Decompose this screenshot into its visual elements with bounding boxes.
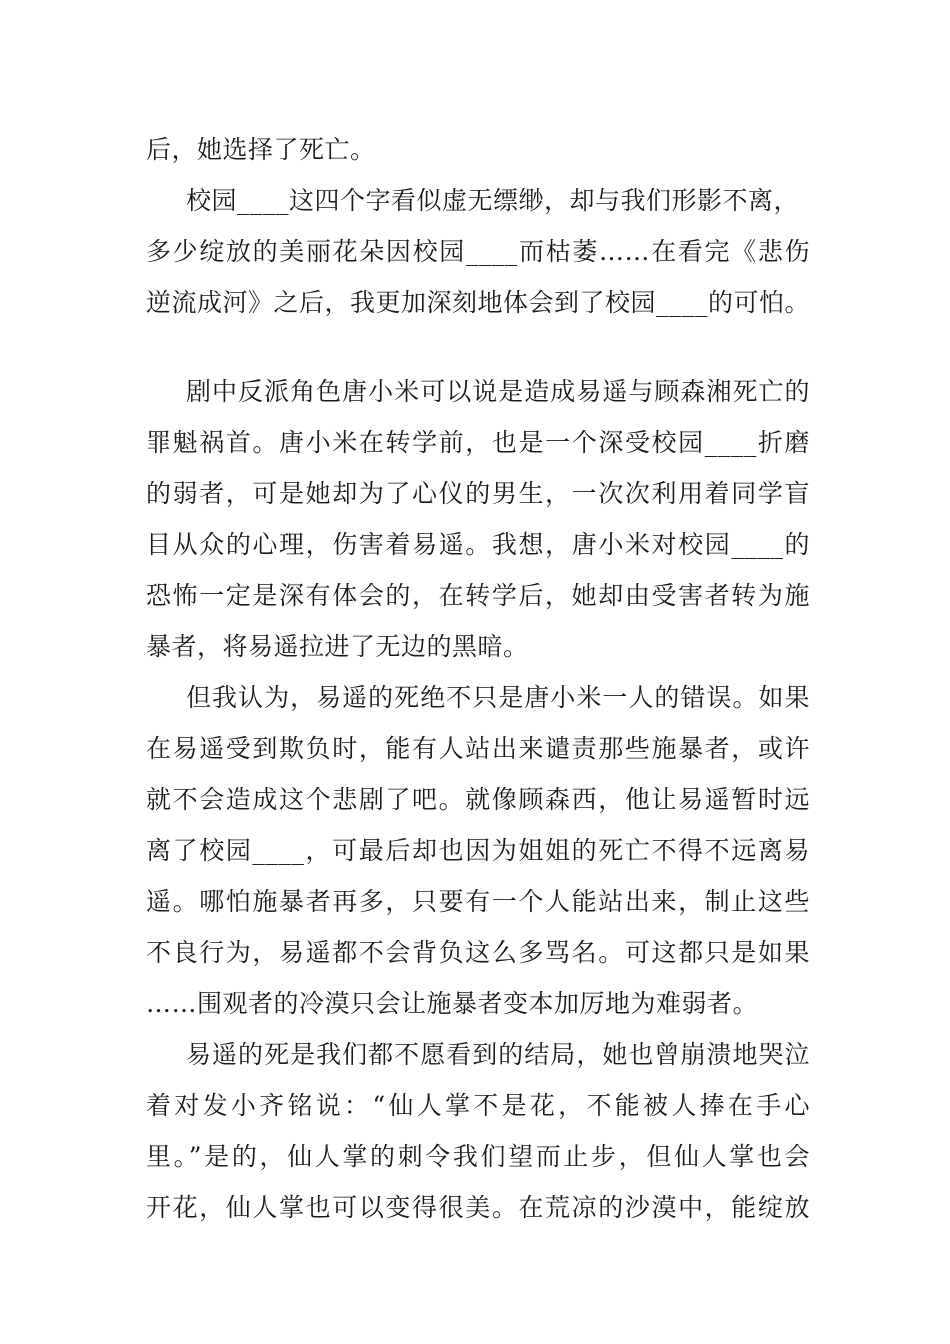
text-line: 遥。哪怕施暴者再多，只要有一个人能站出来，制止这些 — [146, 887, 810, 916]
text-line: 罪魁祸首。唐小米在转学前，也是一个深受校园____折磨 — [146, 428, 810, 457]
text-line: 暴者，将易遥拉进了无边的黑暗。 — [146, 632, 529, 661]
text-line: 剧中反派角色唐小米可以说是造成易遥与顾森湘死亡的 — [186, 377, 810, 406]
paragraph — [146, 175, 810, 328]
text-line: 恐怖一定是深有体会的，在转学后，她却由受害者转为施 — [146, 581, 810, 610]
text-line: 多少绽放的美丽花朵因校园____而枯萎……在看完《悲伤 — [146, 237, 810, 266]
paragraph — [146, 124, 810, 175]
text-line: 就不会造成这个悲剧了吧。就像顾森西，他让易遥暂时远 — [146, 785, 810, 814]
text-line: 里。”是的，仙人掌的刺令我们望而止步，但仙人掌也会 — [146, 1142, 810, 1171]
text-line: 着对发小齐铭说：“仙人掌不是花，不能被人捧在手心 — [146, 1091, 810, 1120]
text-line: ……围观者的冷漠只会让施暴者变本加厉地为难弱者。 — [146, 989, 759, 1018]
text-line: 后，她选择了死亡。 — [146, 135, 376, 164]
text-line: 目从众的心理，伤害着易遥。我想，唐小米对校园____的 — [146, 530, 810, 559]
paragraph — [146, 672, 810, 1029]
text-line: 离了校园____，可最后却也因为姐姐的死亡不得不远离易 — [146, 836, 810, 865]
paragraph — [146, 366, 810, 672]
text-line: 在易遥受到欺负时，能有人站出来谴责那些施暴者，或许 — [146, 734, 810, 763]
text-line: 校园____这四个字看似虚无缥缈，却与我们形影不离， — [186, 186, 800, 215]
paragraph-gap — [146, 328, 810, 366]
text-line: 但我认为，易遥的死绝不只是唐小米一人的错误。如果 — [186, 683, 810, 712]
paragraph — [146, 1029, 810, 1233]
text-line: 开花，仙人掌也可以变得很美。在荒凉的沙漠中，能绽放 — [146, 1193, 810, 1222]
text-line: 易遥的死是我们都不愿看到的结局，她也曾崩溃地哭泣 — [186, 1040, 810, 1069]
text-line: 逆流成河》之后，我更加深刻地体会到了校园____的可怕。 — [146, 288, 810, 317]
document-body — [146, 124, 810, 1233]
text-line: 的弱者，可是她却为了心仪的男生，一次次利用着同学盲 — [146, 479, 810, 508]
text-line: 不良行为，易遥都不会背负这么多骂名。可这都只是如果 — [146, 938, 810, 967]
